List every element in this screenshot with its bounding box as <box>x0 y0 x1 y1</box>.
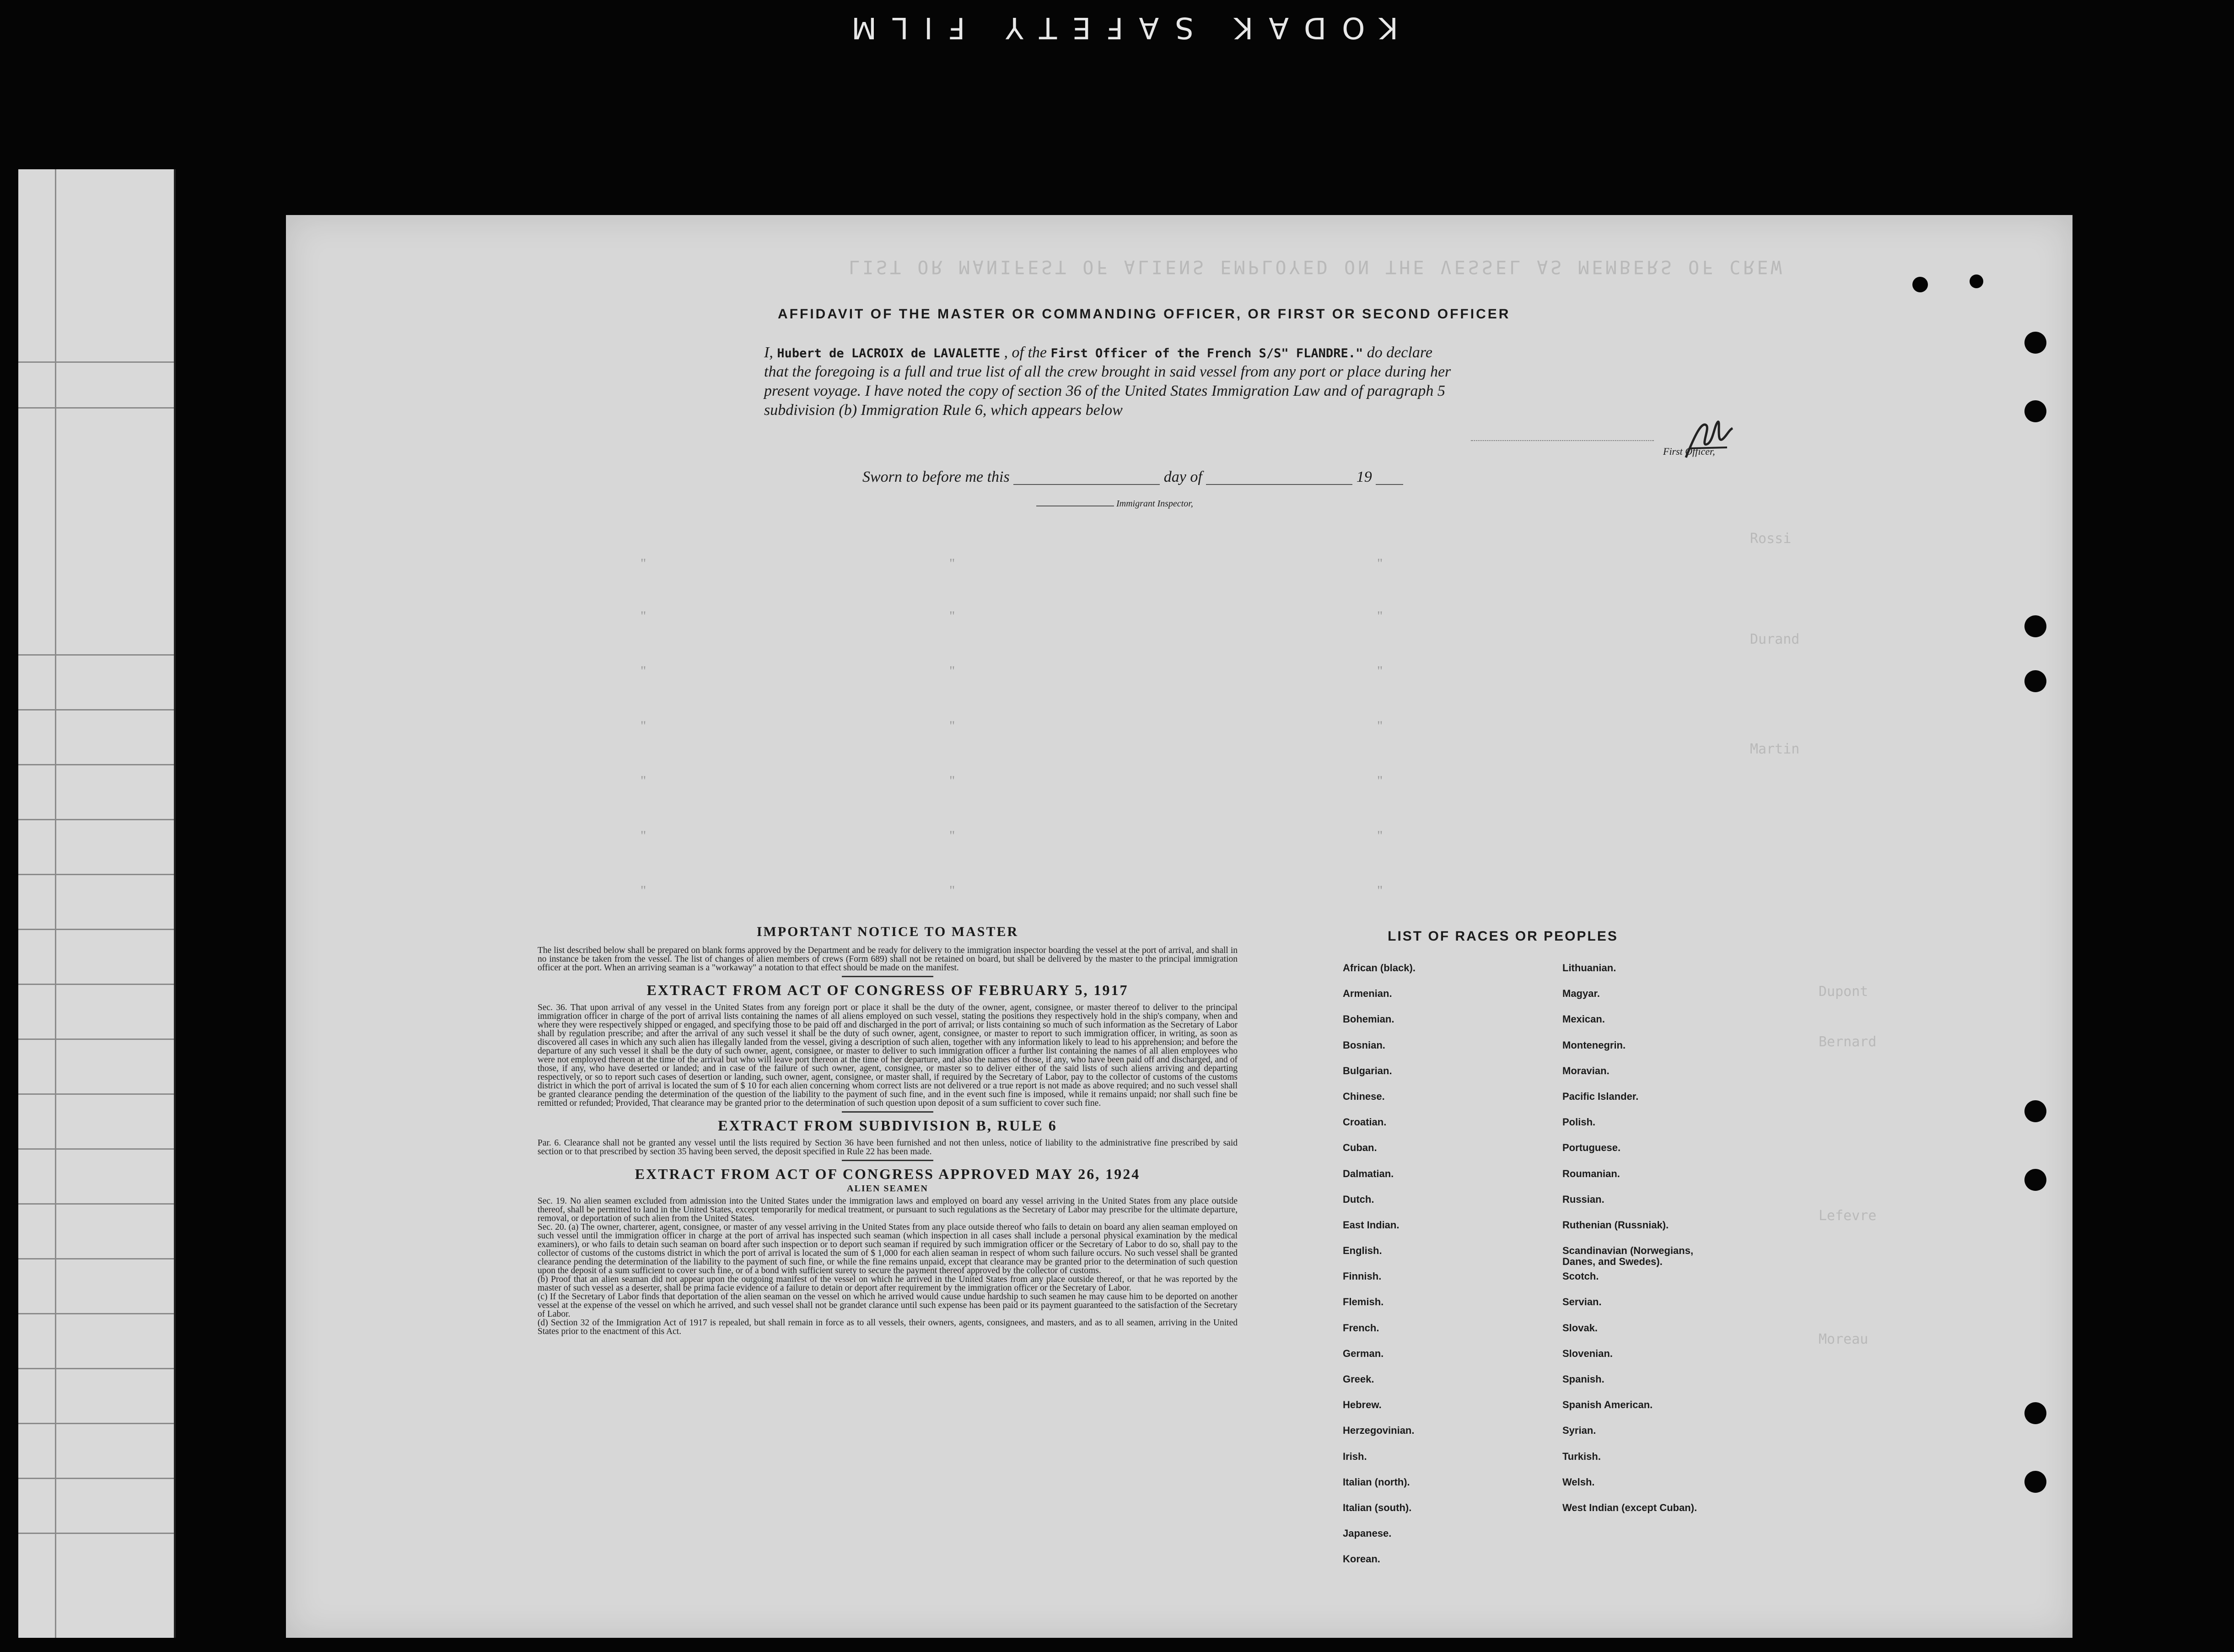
ditto-mark: " <box>641 556 646 571</box>
extract-1917-title: EXTRACT FROM ACT OF CONGRESS OF FEBRUARY 5, 1917 <box>646 982 1129 998</box>
manifest-page <box>286 215 2073 1638</box>
race-item: Bulgarian. <box>1343 1065 1392 1076</box>
race-item: Armenian. <box>1343 988 1392 1000</box>
race-item: Dalmatian. <box>1343 1168 1394 1179</box>
ditto-mark: " <box>949 883 955 898</box>
ditto-mark: " <box>641 828 646 843</box>
race-item: Roumanian. <box>1562 1168 1620 1179</box>
race-item: African (black). <box>1343 962 1416 974</box>
inspector-line <box>1036 499 1193 509</box>
extract-1924-sec20d: (d) Section 32 of the Immigration Act of 1917 is repealed, but shall remain in force as to all vessels, their owners, agents, consignees, and masters, and as to all seamen, arriving in the United States prior to the enactment of this Act. <box>538 1318 1238 1336</box>
ditto-mark: " <box>1377 718 1383 733</box>
race-item: Bosnian. <box>1343 1039 1385 1051</box>
binder-hole <box>2024 332 2046 354</box>
race-item: Lithuanian. <box>1562 962 1616 974</box>
signature-caption: First Officer, <box>1663 446 1715 457</box>
extract-1924-sec20c: (c) If the Secretary of Labor finds that deportation of the alien seaman on the vessel on which he arrived would cause undue hardship to such seamen he may cause him to be deported on another vessel at the expense of the vessel on which he arrived, and such vessel shall not be grandet clarance until such expense has been paid or its payment guaranteed to the satisfaction of the Secretary of Labor. <box>538 1292 1238 1319</box>
race-item: Welsh. <box>1562 1476 1595 1488</box>
ditto-mark: " <box>949 773 955 788</box>
sworn-line <box>862 468 1403 486</box>
ditto-mark: " <box>1377 556 1383 571</box>
ditto-mark: " <box>949 608 955 624</box>
race-item: Slovenian. <box>1562 1347 1613 1359</box>
binder-hole <box>2024 1100 2046 1122</box>
bleed-through-row: Moreau <box>1819 1331 1868 1347</box>
race-item: Bohemian. <box>1343 1013 1394 1025</box>
ditto-mark: " <box>1377 773 1383 788</box>
binder-hole <box>2024 615 2046 637</box>
bleed-through-row: Durand <box>1750 631 1800 647</box>
ditto-mark: " <box>641 883 646 898</box>
ditto-mark: " <box>1377 883 1383 898</box>
ditto-mark: " <box>1377 608 1383 624</box>
notice-text: The list described below shall be prepared on blank forms approved by the Department and be ready for delivery to the immigration inspector boarding the vessel at the port of arrival, and shall in no instance be taken from the vessel. The list of changes of alien members of crews (Form 689) shall not be retained on board, but shall be delivered by the master to the principal immigration officer at the port. When an arriving seaman is a "workaway" a notation to that effect should be made on the manifest. <box>538 946 1238 973</box>
extract-1924-sec20b: (b) Proof that an alien seaman did not appear upon the outgoing manifest of the vessel on which he arrived in the United States from any place outside thereof, or that he was reported by the master of such vessel as a deserter, shall be prima facie evidence of a failure to detain or deport after requirement by the immigration officer or the Secretary of Labor. <box>538 1275 1238 1293</box>
race-item: West Indian (except Cuban). <box>1562 1501 1697 1513</box>
race-item: Pacific Islander. <box>1562 1090 1639 1102</box>
binder-hole <box>2024 1169 2046 1191</box>
ditto-mark: " <box>1377 663 1383 678</box>
affidavit-title: AFFIDAVIT OF THE MASTER OR COMMANDING OFFICER, OR FIRST OR SECOND OFFICER <box>778 307 1511 322</box>
ditto-mark: " <box>641 608 646 624</box>
ink-blot <box>1970 274 1983 288</box>
race-item: Irish. <box>1343 1450 1367 1462</box>
race-item: Montenegrin. <box>1562 1039 1626 1051</box>
affidavit-line-1 <box>764 344 1432 361</box>
binder-hole <box>2024 1471 2046 1493</box>
race-item: Syrian. <box>1562 1425 1596 1437</box>
races-column-2 <box>1562 963 1709 1528</box>
bleed-through-row: Martin <box>1750 741 1800 757</box>
ditto-mark: " <box>949 663 955 678</box>
ditto-mark: " <box>949 556 955 571</box>
race-item: Russian. <box>1562 1193 1604 1205</box>
race-item: Scotch. <box>1562 1270 1599 1282</box>
race-item: Portuguese. <box>1562 1142 1621 1154</box>
ditto-mark: " <box>949 828 955 843</box>
race-item: Croatian. <box>1343 1116 1387 1128</box>
extract-rule6-text: Par. 6. Clearance shall not be granted any vessel until the lists required by Section 36 have been furnished and not then unless, notice of liability to the administrative fine prescribed by said section or to that prescribed by section 35 having been served, the deposit specified in Rule 22 has been made. <box>538 1138 1238 1157</box>
race-item: Japanese. <box>1343 1528 1392 1539</box>
race-item: Dutch. <box>1343 1193 1374 1205</box>
ink-blot <box>1912 277 1928 292</box>
race-item: Cuban. <box>1343 1142 1377 1154</box>
race-item: Ruthenian (Russniak). <box>1562 1219 1669 1231</box>
sworn-prefix: Sworn to before me this <box>862 468 1010 485</box>
signature-block <box>1361 416 1887 467</box>
binder-hole <box>2024 1402 2046 1424</box>
extract-1924-title: EXTRACT FROM ACT OF CONGRESS APPROVED MAY 26, 1924 <box>635 1166 1141 1182</box>
race-item: Italian (north). <box>1343 1476 1410 1488</box>
extract-1924-sec19: Sec. 19. No alien seamen excluded from admission into the United States under the immigration laws and employed on board any vessel arriving in the United States from any place outside thereof, shall be permitted to land in the United States, except temporarily for medical treatment, or pursuant to such regulations as the Secretary of Labor may prescribe for the ultimate departure, removal, or deportation of such alien from the United States. <box>538 1196 1238 1223</box>
race-item: Moravian. <box>1562 1065 1610 1076</box>
extract-1924-sec20a: Sec. 20. (a) The owner, charterer, agent, consignee, or master of any vessel arriving in the United States from any place outside thereof who fails to detain on board any alien seaman employed on such vessel until the immigration officer in charge at the port of arrival has inspected such seaman (which inspection in all cases shall include a personal physical examination by the medical examiners), or who fails to detain such seaman on board after such inspection or to deport such seaman if required by such immigration officer or the Secretary of Labor to do so, shall pay to the collector of customs of the customs district in which the port of arrival is located the sum of $ 1,000 for each alien seaman in respect of whom such failure occurs. No such vessel shall be granted clearance pending the determination of the liability to the payment of such fine, or while the fine remains unpaid, except that clearance may be granted prior to the determination of such question upon the deposit of a sum sufficient to cover such fine, or of a bond with sufficient surety to secure the payment thereof approved by the collector of customs. <box>538 1222 1238 1275</box>
adjacent-page-strip <box>18 169 176 1638</box>
race-item: French. <box>1343 1322 1379 1334</box>
race-item: Greek. <box>1343 1373 1374 1385</box>
officer-title-typed: First Officer of the French S/S" FLANDRE." <box>1050 346 1363 361</box>
race-item: German. <box>1343 1347 1384 1359</box>
race-item: Finnish. <box>1343 1270 1382 1282</box>
affidavit-prefix: I, <box>764 344 773 361</box>
extract-1917-text: Sec. 36. That upon arrival of any vessel in the United States from any foreign port or place it shall be the duty of the owner, agent, consignee, or master thereof to deliver to the principal immigration officer in charge of the port of arrival lists containing the names of all aliens employed on such vessel, stating the positions they respectively hold in the ship's company, when and where they were respectively shipped or engaged, and specifying those to be paid off and discharged in the port of arrival; or lists containing so much of such information as the Secretary of Labor shall by regulation prescribe; and after the arrival of any such vessel it shall be the duty of such owner, agent, consignee, or master to report to such immigration officer, in writing, as soon as discovered all cases in which any such alien has illegally landed from the vessel, giving a description of such alien, together with any information likely to lead to his apprehension; and before the departure of any such vessel it shall be the duty of such owner, agent, consignee, or master to deliver to such immigration officer a further list containing the names of all alien employees who were not employed thereon at the time of the arrival but who will leave port thereon at the time of her departure, and also the names of those, if any, who have been paid off and discharged, and of those, if any, who have deserted or landed; and in case of the failure of such owner, agent, consignee, or master so to deliver either of the said lists of such aliens arriving and departing respectively, or so to report such cases of desertion or landing, such owner, agent, consignee, or master shall, if required by the Secretary of Labor, pay to the collector of customs of the customs district in which the port of arrival is located the sum of $ 10 for each alien concerning whom correct lists are not delivered or a true report is not made as above required; and no such vessel shall be granted clearance pending the determination of the question of the liability to the payment of such fine, and in the event such fine is imposed, while it remains unpaid; nor shall such fine be remitted or refunded; Provided, That clearance may be granted prior to the determination of such question upon deposit of a sum sufficient to cover such fine. <box>538 1003 1238 1108</box>
affidavit-declare: do declare <box>1367 344 1432 361</box>
race-item: Flemish. <box>1343 1296 1384 1308</box>
race-item: Italian (south). <box>1343 1501 1412 1513</box>
ditto-mark: " <box>949 718 955 733</box>
race-item: Mexican. <box>1562 1013 1605 1025</box>
affidavit-line-4: subdivision (b) Immigration Rule 6, which appears below <box>764 402 1123 419</box>
race-item: Servian. <box>1562 1296 1602 1308</box>
bleed-through-row: Lefevre <box>1819 1208 1877 1224</box>
notice-title: IMPORTANT NOTICE TO MASTER <box>756 924 1019 939</box>
race-item: Hebrew. <box>1343 1399 1382 1411</box>
bleed-through-row: Rossi <box>1750 531 1792 547</box>
ditto-mark: " <box>1377 828 1383 843</box>
race-item: Magyar. <box>1562 988 1600 1000</box>
binder-hole <box>2024 670 2046 692</box>
ditto-mark: " <box>641 718 646 733</box>
inspector-label: Immigrant Inspector, <box>1116 499 1193 509</box>
affidavit-line-3: present voyage. I have noted the copy of section 36 of the United States Immigration Law and of paragraph 5 <box>764 382 1445 399</box>
race-item: Spanish. <box>1562 1373 1604 1385</box>
binder-hole <box>2024 400 2046 422</box>
races-column-1 <box>1343 963 1416 1580</box>
race-item: Chinese. <box>1343 1090 1385 1102</box>
affidavit-of: , of the <box>1004 344 1047 361</box>
race-item: Scandinavian (Norwegians, Danes, and Swedes). <box>1562 1245 1694 1268</box>
extract-1924-subtitle: ALIEN SEAMEN <box>847 1184 928 1194</box>
declarant-name: Hubert de LACROIX de LAVALETTE <box>777 346 1000 361</box>
film-edge-text: KODAK SAFETY FILM <box>835 11 1399 44</box>
sworn-year-label: 19 <box>1356 468 1372 485</box>
bleed-through-header: LIST OR MANIFEST OF ALIENS EMPLOYED ON THE VESSEL AS MEMBERS OF CREW <box>849 256 1785 277</box>
ditto-mark: " <box>641 773 646 788</box>
race-item: Slovak. <box>1562 1322 1598 1334</box>
ditto-mark: " <box>641 663 646 678</box>
race-item: Spanish American. <box>1562 1399 1653 1411</box>
sworn-day-label: day of <box>1163 468 1202 485</box>
race-item: Herzegovinian. <box>1343 1425 1415 1437</box>
bleed-through-row: Bernard <box>1819 1034 1877 1050</box>
race-item: East Indian. <box>1343 1219 1400 1231</box>
race-item: Polish. <box>1562 1116 1596 1128</box>
affidavit-line-2: that the foregoing is a full and true list of all the crew brought in said vessel from any port or place during her <box>764 363 1451 380</box>
bleed-through-row: Dupont <box>1819 984 1868 1000</box>
race-item: Turkish. <box>1562 1450 1601 1462</box>
race-item: Korean. <box>1343 1553 1380 1565</box>
legal-notices <box>538 924 1238 1336</box>
extract-rule6-title: EXTRACT FROM SUBDIVISION B, RULE 6 <box>718 1117 1057 1134</box>
races-title: LIST OF RACES OR PEOPLES <box>1388 929 1618 944</box>
race-item: English. <box>1343 1245 1382 1257</box>
